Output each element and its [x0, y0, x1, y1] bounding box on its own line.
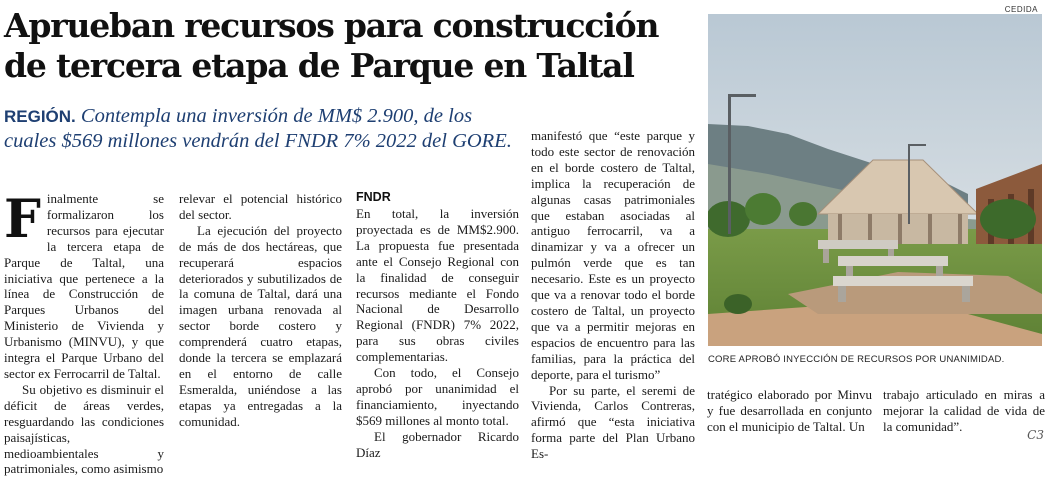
article-column-1 — [4, 191, 164, 477]
body-paragraph: relevar el potencial histórico del sector. — [179, 191, 342, 222]
headline: Aprueban recursos para construcción de tercera etapa de Parque en Taltal — [4, 6, 659, 85]
body-paragraph: El gobernador Ricardo Díaz — [356, 428, 519, 460]
body-paragraph: tratégico elaborado por Minvu y fue desarrollada en conjunto con el municipio de Taltal. Un — [707, 387, 872, 434]
photo-credit: CEDIDA — [1004, 5, 1038, 14]
park-photo — [708, 14, 1042, 346]
article-column-3 — [356, 190, 519, 461]
body-paragraph: En total, la inversión proyectada es de MM$2.900. La propuesta fue presentada ante el Consejo Regional con la finalidad de conseguir recursos mediante el Fondo Nacional de Desarrollo Regional (FNDR) 7% 2022, para sus obras civiles complementarias. — [356, 206, 519, 365]
photo-caption: CORE APROBÓ INYECCIÓN DE RECURSOS POR UNANIMIDAD. — [708, 354, 1005, 365]
article-column-6 — [883, 387, 1045, 435]
body-paragraph: Su objetivo es disminuir el déficit de áreas verdes, resguardando las condiciones paisajísticas, medioambientales y patrimoniales, como asimismo — [4, 381, 164, 477]
lead-paragraph — [4, 104, 524, 154]
body-paragraph: trabajo articulado en miras a mejorar la calidad de vida de la comunidad”. — [883, 387, 1045, 434]
section-end-mark: C3 — [1027, 428, 1044, 442]
lead-text: Contempla una inversión de MM$ 2.900, de los cuales $569 millones vendrán del FNDR 7% 2022 del GORE. — [4, 105, 512, 152]
article-column-5 — [707, 387, 872, 435]
body-paragraph: Por su parte, el seremi de Vivienda, Carlos Contreras, afirmó que “esta iniciativa forma parte del Plan Urbano Es- — [531, 382, 695, 462]
section-subhead: FNDR — [356, 190, 391, 204]
park-photo-illustration — [708, 14, 1042, 346]
body-paragraph: manifestó que “este parque y todo este sector de renovación en el borde costero de Taltal, implica la recuperación de algunas casas patrimoniales que estaban asociadas al antiguo ferrocarril, va a dinamizar y va a ofrecer un pulmón verde que es tan necesario. Este es un proyecto que va a renovar todo el borde costero de Taltal, un proyecto que va a permitir mejoras en espacios de encuentro para las familias, para la práctica del deporte, para el turismo” — [531, 128, 695, 382]
body-paragraph: Con todo, el Consejo aprobó por unanimidad el financiamiento, inyectando $569 millones al monto total. — [356, 365, 519, 428]
body-paragraph: La ejecución del proyecto de más de dos hectáreas, que recuperará espacios deteriorados y subutilizados de la comuna de Taltal, dará una imagen urbana renovada al sector borde costero y comprenderá cuatro etapas, donde la tercera se emplazará en el entorno de calle Esmeralda, uniéndose a las etapas ya entregadas a la comunidad. — [179, 222, 342, 429]
lead-kicker: REGIÓN. — [4, 107, 76, 126]
article-column-4 — [531, 128, 695, 462]
body-paragraph: inalmente se formalizaron los recursos para ejecutar la tercera etapa de Parque de Taltal, una iniciativa que pertenece a la línea de Construcción de Parques Urbanos del Ministerio de Vivienda y Urbanismo (MINVU), y que integra el Parque Urbano del sector ex Ferrocarril de Taltal. — [4, 191, 164, 381]
drop-cap: F — [4, 189, 41, 250]
article-column-2 — [179, 191, 342, 430]
